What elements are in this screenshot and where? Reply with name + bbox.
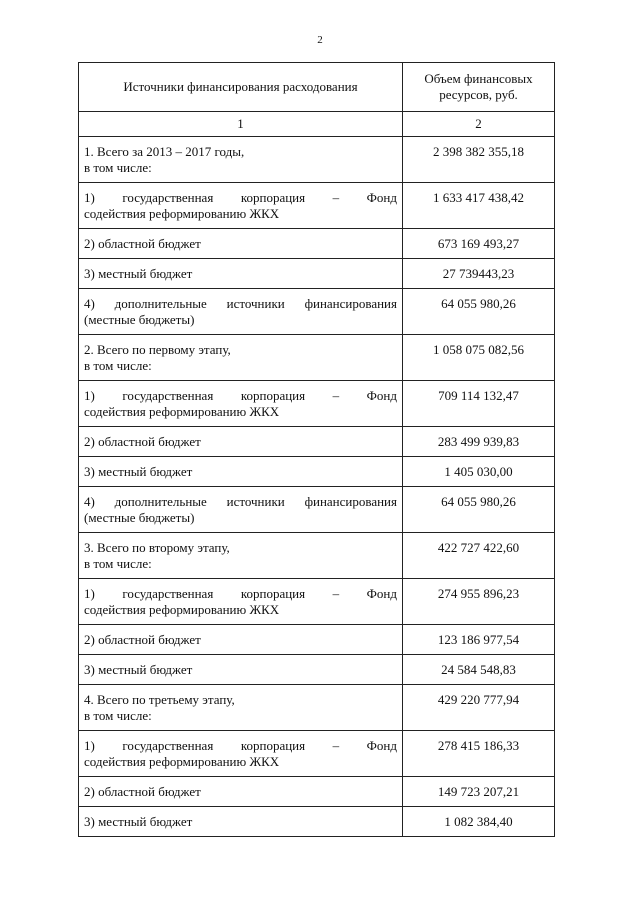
table-row bbox=[79, 625, 555, 655]
header-amount-line1: Объем финансовых bbox=[424, 71, 533, 86]
row-source bbox=[79, 259, 403, 289]
row-source-line2: содействия реформированию ЖКХ bbox=[84, 754, 280, 769]
row-amount: 24 584 548,83 bbox=[403, 655, 555, 685]
row-amount: 1 633 417 438,42 bbox=[403, 183, 555, 229]
row-source bbox=[79, 777, 403, 807]
row-source bbox=[79, 685, 403, 731]
page-number: 2 bbox=[317, 34, 323, 46]
table-row bbox=[79, 259, 555, 289]
table-row bbox=[79, 655, 555, 685]
row-source-line2: в том числе: bbox=[84, 358, 152, 373]
row-amount: 64 055 980,26 bbox=[403, 289, 555, 335]
row-source-line1: 1. Всего за 2013 – 2017 годы, bbox=[84, 144, 245, 159]
column-number-2: 2 bbox=[403, 112, 555, 137]
row-source bbox=[79, 229, 403, 259]
row-source-line1: 1) государственная корпорация – Фонд bbox=[84, 190, 397, 205]
row-source bbox=[79, 457, 403, 487]
row-amount: 274 955 896,23 bbox=[403, 579, 555, 625]
row-amount: 283 499 939,83 bbox=[403, 427, 555, 457]
row-source-line1: 2) областной бюджет bbox=[84, 434, 201, 449]
row-source-line1: 3) местный бюджет bbox=[84, 814, 193, 829]
row-amount: 123 186 977,54 bbox=[403, 625, 555, 655]
row-amount: 1 058 075 082,56 bbox=[403, 335, 555, 381]
table-header-row bbox=[79, 63, 555, 112]
row-source-line1: 2) областной бюджет bbox=[84, 236, 201, 251]
row-source-line1: 4. Всего по третьему этапу, bbox=[84, 692, 235, 707]
row-amount: 27 739443,23 bbox=[403, 259, 555, 289]
row-amount: 2 398 382 355,18 bbox=[403, 137, 555, 183]
row-source-line1: 2) областной бюджет bbox=[84, 784, 201, 799]
row-source-line2: содействия реформированию ЖКХ bbox=[84, 404, 280, 419]
row-source-line1: 4) дополнительные источники финансирования bbox=[84, 494, 397, 509]
table-row bbox=[79, 229, 555, 259]
table-row bbox=[79, 457, 555, 487]
header-amount-line2: ресурсов, руб. bbox=[439, 87, 518, 102]
row-source bbox=[79, 427, 403, 457]
header-source: Источники финансирования расходования bbox=[79, 63, 403, 112]
row-source-line2: в том числе: bbox=[84, 708, 152, 723]
header-amount bbox=[403, 63, 555, 112]
row-amount: 422 727 422,60 bbox=[403, 533, 555, 579]
row-source bbox=[79, 807, 403, 837]
row-source bbox=[79, 579, 403, 625]
column-number-1: 1 bbox=[79, 112, 403, 137]
table-row bbox=[79, 533, 555, 579]
table-row bbox=[79, 807, 555, 837]
table-row bbox=[79, 183, 555, 229]
row-source-line1: 2) областной бюджет bbox=[84, 632, 201, 647]
row-source-line1: 1) государственная корпорация – Фонд bbox=[84, 738, 397, 753]
row-source bbox=[79, 289, 403, 335]
row-source-line2: в том числе: bbox=[84, 556, 152, 571]
row-amount: 709 114 132,47 bbox=[403, 381, 555, 427]
table-row bbox=[79, 137, 555, 183]
row-source bbox=[79, 655, 403, 685]
row-source-line2: содействия реформированию ЖКХ bbox=[84, 602, 280, 617]
row-amount: 1 405 030,00 bbox=[403, 457, 555, 487]
row-source bbox=[79, 533, 403, 579]
table-row bbox=[79, 685, 555, 731]
table-row bbox=[79, 731, 555, 777]
row-source bbox=[79, 731, 403, 777]
table-row bbox=[79, 579, 555, 625]
table-row bbox=[79, 427, 555, 457]
row-source-line2: в том числе: bbox=[84, 160, 152, 175]
row-source-line1: 3) местный бюджет bbox=[84, 464, 193, 479]
table-row bbox=[79, 381, 555, 427]
financing-table bbox=[78, 62, 555, 837]
row-amount: 673 169 493,27 bbox=[403, 229, 555, 259]
row-source-line2: содействия реформированию ЖКХ bbox=[84, 206, 280, 221]
row-amount: 149 723 207,21 bbox=[403, 777, 555, 807]
row-amount: 278 415 186,33 bbox=[403, 731, 555, 777]
row-amount: 64 055 980,26 bbox=[403, 487, 555, 533]
row-source bbox=[79, 381, 403, 427]
row-source-line1: 3) местный бюджет bbox=[84, 266, 193, 281]
table-row bbox=[79, 289, 555, 335]
table-row bbox=[79, 487, 555, 533]
row-source-line1: 1) государственная корпорация – Фонд bbox=[84, 586, 397, 601]
row-source bbox=[79, 487, 403, 533]
table-row bbox=[79, 335, 555, 381]
row-source bbox=[79, 625, 403, 655]
row-source-line2: (местные бюджеты) bbox=[84, 312, 195, 327]
column-number-row bbox=[79, 112, 555, 137]
row-source-line1: 3) местный бюджет bbox=[84, 662, 193, 677]
row-source-line2: (местные бюджеты) bbox=[84, 510, 195, 525]
table-body bbox=[79, 137, 555, 837]
row-source-line1: 1) государственная корпорация – Фонд bbox=[84, 388, 397, 403]
row-source-line1: 3. Всего по второму этапу, bbox=[84, 540, 230, 555]
row-source bbox=[79, 183, 403, 229]
table-row bbox=[79, 777, 555, 807]
row-source bbox=[79, 137, 403, 183]
row-source-line1: 4) дополнительные источники финансирования bbox=[84, 296, 397, 311]
row-amount: 1 082 384,40 bbox=[403, 807, 555, 837]
row-source bbox=[79, 335, 403, 381]
row-amount: 429 220 777,94 bbox=[403, 685, 555, 731]
row-source-line1: 2. Всего по первому этапу, bbox=[84, 342, 231, 357]
